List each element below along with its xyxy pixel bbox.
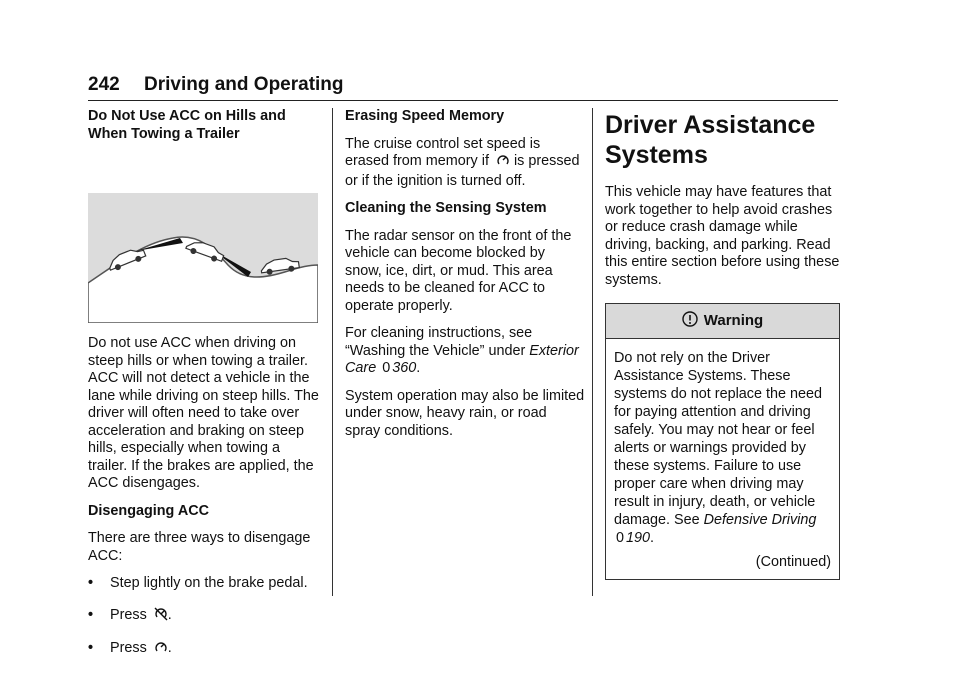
bullet-dot: •: [88, 640, 94, 656]
disengage-heading: Disengaging ACC: [88, 502, 209, 519]
erase-heading: Erasing Speed Memory: [345, 108, 505, 124]
column-divider: [332, 108, 333, 596]
hills-icon: [88, 193, 318, 323]
list-item: [88, 575, 320, 593]
page-ref-number[interactable]: 360: [392, 360, 417, 376]
section-title: Driving and Operating: [144, 74, 344, 95]
cars-on-hills-illustration: [88, 193, 318, 323]
disengage-intro: There are three ways to disengage ACC:: [88, 530, 311, 564]
column-left: [88, 108, 320, 674]
list-item: [88, 607, 320, 627]
cruise-on-off-icon: [496, 153, 510, 173]
erase-text-after: is pressed or if the ignition is turned off.: [345, 153, 580, 189]
defensive-driving-link[interactable]: Defensive Driving: [703, 512, 817, 528]
cleaning-text: The radar sensor on the front of the vehicle can become blocked by snow, ice, dirt, or mud. This area needs to be cleaned for ACC to operate properly.: [345, 227, 572, 314]
bullet-dot: •: [88, 606, 94, 623]
instructions-before: For cleaning instructions, see “Washing the Vehicle” under: [345, 325, 533, 359]
disengage-list: [88, 575, 320, 660]
warning-box: [605, 303, 840, 580]
bullet-period: .: [167, 606, 172, 623]
period: .: [650, 530, 655, 546]
page-ref-number[interactable]: 190: [626, 530, 651, 546]
bullet-text: Press: [110, 606, 147, 623]
page-header: [88, 70, 838, 101]
system-text: System operation may also be limited under snow, heavy rain, or road spray conditions.: [345, 387, 585, 439]
warning-text: Do not rely on the Driver Assistance Systems. These systems do not replace the need for paying attention and driving safely. You may not hear or feel alerts or warnings provided by these systems. Failure to use proper care when driving may result in injury, death, or vehicle damage. See: [614, 350, 822, 528]
continued-label: (Continued): [755, 554, 831, 570]
bullet-text: Press: [110, 640, 147, 656]
hills-body: Do not use ACC when driving on steep hills or when towing a trailer. ACC will not detect a vehicle in the lane while driving on steep hills. The driver will often need to take over acceleration and braking on steep hills, especially when towing a trailer. If the brakes are applied, the ACC disengages.: [88, 335, 319, 491]
column-middle: [345, 108, 585, 450]
hills-heading: Do Not Use ACC on Hills and When Towing a Trailer: [88, 108, 286, 142]
warning-icon: [682, 311, 698, 332]
section-big-title: Driver Assistance Systems: [605, 111, 816, 169]
bullet-period: .: [167, 640, 172, 656]
instructions-text: [345, 325, 585, 378]
intro-text: This vehicle may have features that work together to help avoid crashes or reduce crash damage while driving, backing, and parking. Read this entire section before using these systems.: [605, 184, 840, 288]
warning-label: Warning: [703, 312, 764, 330]
warning-header: [606, 304, 839, 339]
erase-text-before: The cruise control set speed is erased from memory if: [345, 135, 541, 169]
exterior-care-link[interactable]: Exterior Care: [345, 342, 579, 376]
page-number: 242: [88, 74, 120, 95]
cruise-on-off-icon: [154, 640, 168, 660]
period: .: [416, 360, 421, 376]
page-ref-arrow-icon: 0: [382, 360, 391, 376]
cruise-cancel-icon: [154, 607, 168, 627]
column-divider: [592, 108, 593, 596]
bullet-text: Step lightly on the brake pedal.: [110, 575, 308, 591]
warning-body: [606, 339, 839, 579]
column-right: [605, 108, 840, 580]
page-ref-arrow-icon: 0: [616, 530, 625, 546]
bullet-dot: •: [88, 575, 94, 591]
cleaning-heading: Cleaning the Sensing System: [345, 200, 547, 216]
erase-text: [345, 136, 585, 191]
list-item: [88, 640, 320, 660]
